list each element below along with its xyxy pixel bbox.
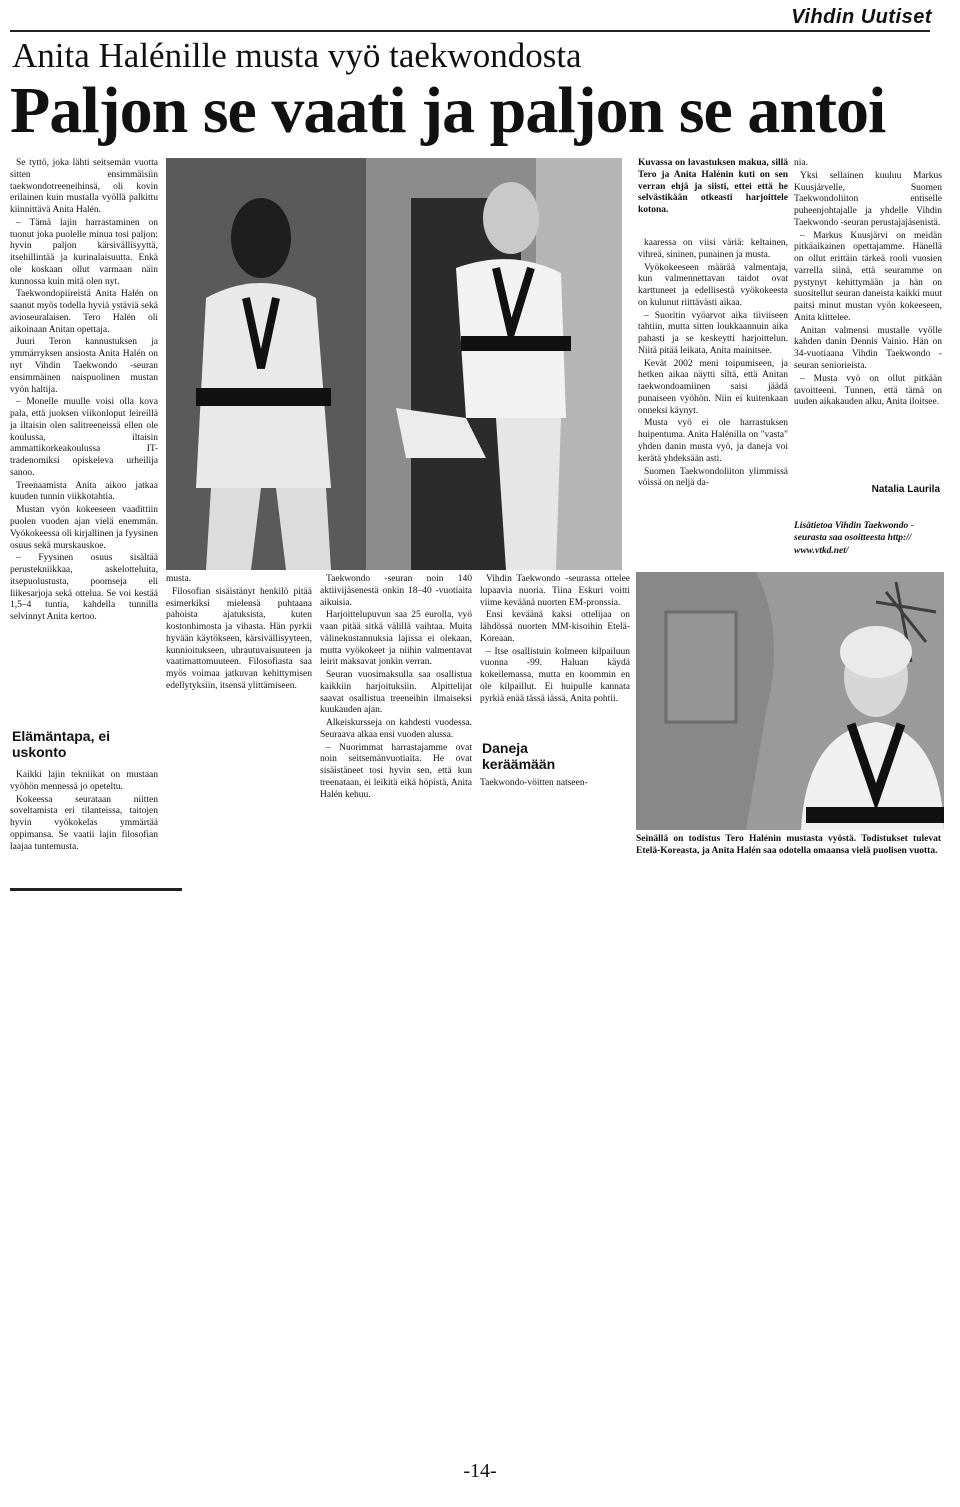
newspaper-masthead: Vihdin Uutiset	[791, 6, 932, 28]
article-column-4	[480, 574, 630, 736]
paragraph: Se tyttö, joka lähti seitsemän vuotta sitten ensimmäisiin taekwondotreeneihinsä, oli kovin erilainen kuin mustalla vyöllä palkittu kiinnittävä Anita Halén.	[10, 158, 158, 216]
article-column-1b	[10, 770, 158, 870]
paragraph: Kaikki lajin tekniikat on mustaan vyöhön mennessä jo opeteltu.	[10, 770, 158, 792]
kicker-headline: Anita Halénille musta vyö taekwondosta	[12, 36, 582, 75]
paragraph: Yksi sellainen kuuluu Markus Kuusjärvelle, Suomen Taekwondoliiton entiselle puheenjohtajalle ja yhdelle Vihdin Taekwondo -seuran perustajajäsenistä.	[794, 170, 942, 228]
paragraph: Filosofian sisäistänyt henkilö pitää esimerkiksi mielensä puhtaana pahoista ajatuksista, kuten kostonhimosta ja vihasta. Hän pyrkii hyvään käytökseen, kärsivällisyyteen, kunnioitukseen, uhrautuvaisuuteen ja vaatimattomuuteen. Filosofiasta saa myös voimaa jatkuvan kehittymisen edellytyksiin, itsensä ylittämiseen.	[166, 586, 312, 691]
paragraph: Anitan valmensi mustalle vyölle kahden danin Dennis Vainio. Hän on 34-vuotiaana Vihdin Taekwondo -seuran seniorieista.	[794, 325, 942, 372]
author-signature: Natalia Laurila	[871, 484, 940, 495]
paragraph: – Musta vyö on ollut pitkään tavoitteeni. Tunnen, että tämä on uuden aikakauden alku, Anita iloitsee.	[794, 373, 942, 408]
paragraph: Treenaamista Anita aikoo jatkaa kuuden tunnin viikkotahtia.	[10, 480, 158, 503]
article-column-5	[638, 238, 788, 568]
paragraph: – Markus Kuusjärvi on meidän pitkäaikainen opettajamme. Hänellä on ollut erittäin tärkeä rooli vuosien varrella siinä, että seuramme on pystynyt kehittymään ja hän on suositellut seuran daneista kaikki muut paitsi minut mustan vyön kokeeseen, Anita kiittelee.	[794, 230, 942, 323]
sparring-photo-illustration	[166, 158, 622, 570]
paragraph: – Monelle muulle voisi olla kova pala, että juoksen viikonloput leireillä ja iltaisin olen salitreeneissä ellen ole koulussa, iltaisin ammattikorkeakoulussa IT-tradenomiksi opiskeleva urheilija sanoo.	[10, 397, 158, 478]
subheading-lifestyle: Elämäntapa, ei uskonto	[12, 728, 111, 761]
photo-caption-2: Seinällä on todistus Tero Halénin mustasta vyöstä. Todistukset tulevat Etelä-Koreasta, ja Anita Halén saa odotella omaansa vielä puolisen vuotta.	[636, 834, 941, 856]
photo-sparring	[166, 158, 622, 570]
paragraph: – Itse osallistuin kolmeen kilpailuun vuonna -99. Haluan käydä kokeilemassa, mutta en koommin en ole kilpaillut. Ei huipulle kannata pyrkiä enää tässä iässä, Anita pohtii.	[480, 646, 630, 704]
paragraph: Seuran vuosimaksulla saa osallistua kaikkiin harjoituksiin. Alpittelijat saavat osallistua treeneihin ilmaiseksi kuukauden ajan.	[320, 670, 472, 716]
portrait-photo-illustration	[636, 572, 944, 830]
photo-caption-1: Kuvassa on lavastuksen makua, sillä Tero ja Anita Halénin kuti on sen verran ehjä ja siisti, ettei että he selvästikään otkeasti harjoittele kotona.	[638, 158, 788, 216]
article-column-4c	[480, 778, 630, 792]
page-number: -14-	[463, 1460, 497, 1482]
paragraph: Vihdin Taekwondo -seurassa ottelee lupaavia nuoria. Tiina Eskuri voitti viime keväänä nuorten EM-pronssia.	[480, 574, 630, 608]
paragraph: musta.	[166, 574, 192, 584]
paragraph: Mustan vyön kokeeseen vaadittiin puolen vuoden ajan vielä enemmän. Vyökokeessa oli kirjallinen ja fyysinen osuus sekä murskauskoe.	[10, 505, 158, 551]
paragraph: Taekwondo -seuran noin 140 aktiivijäsenestä onkin 18–40 -vuotiaita aikuisia.	[320, 574, 472, 608]
masthead-rule	[10, 30, 930, 32]
paragraph: Juuri Teron kannustuksen ja ymmärryksen ansiosta Anita Halén on nyt Vihdin Taekwondo -seuran ensimmäinen naispuolinen mustan vyön haltija.	[10, 337, 158, 395]
more-info-note: Lisätietoa Vihdin Taekwondo -seurasta saa osoitteesta http:// www.vtkd.net/	[794, 521, 914, 556]
article-column-1	[10, 158, 158, 716]
paragraph: Kevät 2002 meni toipumiseen, ja hetken aikaa näytti siltä, että Anitan taekwondoamiinen saisi jäädä punaiseen vyöhön. Niin ei kuitenkaan onneksi käynyt.	[638, 358, 788, 416]
paragraph: – Suoritin vyöarvot aika tiiviiseen tahtiin, mutta sitten loukkaannuin aika pahasti ja se keskeytti harjoittelun. Niitä pitää leikata, Anita mainitsee.	[638, 310, 788, 356]
subheading-collect-dans: Daneja keräämään	[482, 740, 556, 773]
article-column-6	[794, 158, 942, 476]
paragraph: Musta vyö ei ole harrastuksen huipentuma. Anita Halénilla on "vasta" yhden danin musta vyö, ja daneja voi kerätä yhdeksään asti.	[638, 418, 788, 464]
paragraph: Taekwondo-vöitten natseen-	[480, 778, 588, 788]
main-headline: Paljon se vaati ja paljon se antoi	[10, 74, 886, 147]
paragraph: Alkeiskursseja on kahdesti vuodessa. Seuraava alkaa ensi vuoden alussa.	[320, 718, 472, 740]
paragraph: Harjoittelupuvun saa 25 eurolla, vyö vaan pitää sitkä välillä vaihtaa. Muita välinekustannuksia lajissa ei olekaan, mutta vyökokeet ja niihin valmentavat leirit maksavat jonkin verran.	[320, 610, 472, 668]
photo-portrait	[636, 572, 944, 830]
paragraph: Suomen Taekwondoliiton ylimmissä vöissä on neljä da-	[638, 466, 788, 489]
paragraph: kaaressa on viisi väriä: keltainen, vihreä, sininen, punainen ja musta.	[638, 238, 788, 260]
paragraph: Kokeessa seurataan niitten soveltamista eri tilanteissa, taitojen hyvin vyökokelas ymmärtää oppimansa. Se vaatii lajin filosofian laajaa tuntemusta.	[10, 794, 158, 852]
bottom-rule	[10, 888, 182, 891]
paragraph: Ensi keväänä kaksi ottelijaa on lähdössä nuorten MM-kisoihin Etelä-Koreaan.	[480, 610, 630, 644]
paragraph: Vyökokeeseen määrää valmentaja, kun valmennettavan taidot ovat karttuneet ja edellisestä vyökokeesta on kulunut riittävästi aikaa.	[638, 262, 788, 308]
paragraph: – Fyysinen osuus sisältää perustekniikkaa, askelotteluita, itsepuolustusta, poomseja eli liikesarjoja sekä ottelua. Se voi kestää 1,5–4 tuntia, kahdella tunnilla selvinnyt Anita kertoo.	[10, 553, 158, 623]
article-column-3	[320, 574, 472, 864]
paragraph: nia.	[794, 158, 808, 168]
paragraph: Taekwondopiireistä Anita Halén on saanut myös todella hyviä ystäviä sekä avioseuralaisen. Tero Halén oli aikoinaan Anitan opettaja.	[10, 289, 158, 335]
paragraph: – Nuorimmat harrastajamme ovat noin seitsemänvuotiaita. He ovat sisäistäneet tosi hyvin sen, että kun treenataan, ei leikitä eikä höpistä, Anita Halén kehuu.	[320, 742, 472, 800]
paragraph: – Tämä lajin harrastaminen on tuonut joka puolelle minua tosi paljon: hyvin paljon kärsivällisyyttä, itsehillintää ja kurinalaisuutta. Enkä ole koskaan ollut varmaan näin kunnossa kuin mitä olen nyt.	[10, 217, 158, 287]
article-column-2	[166, 574, 312, 744]
